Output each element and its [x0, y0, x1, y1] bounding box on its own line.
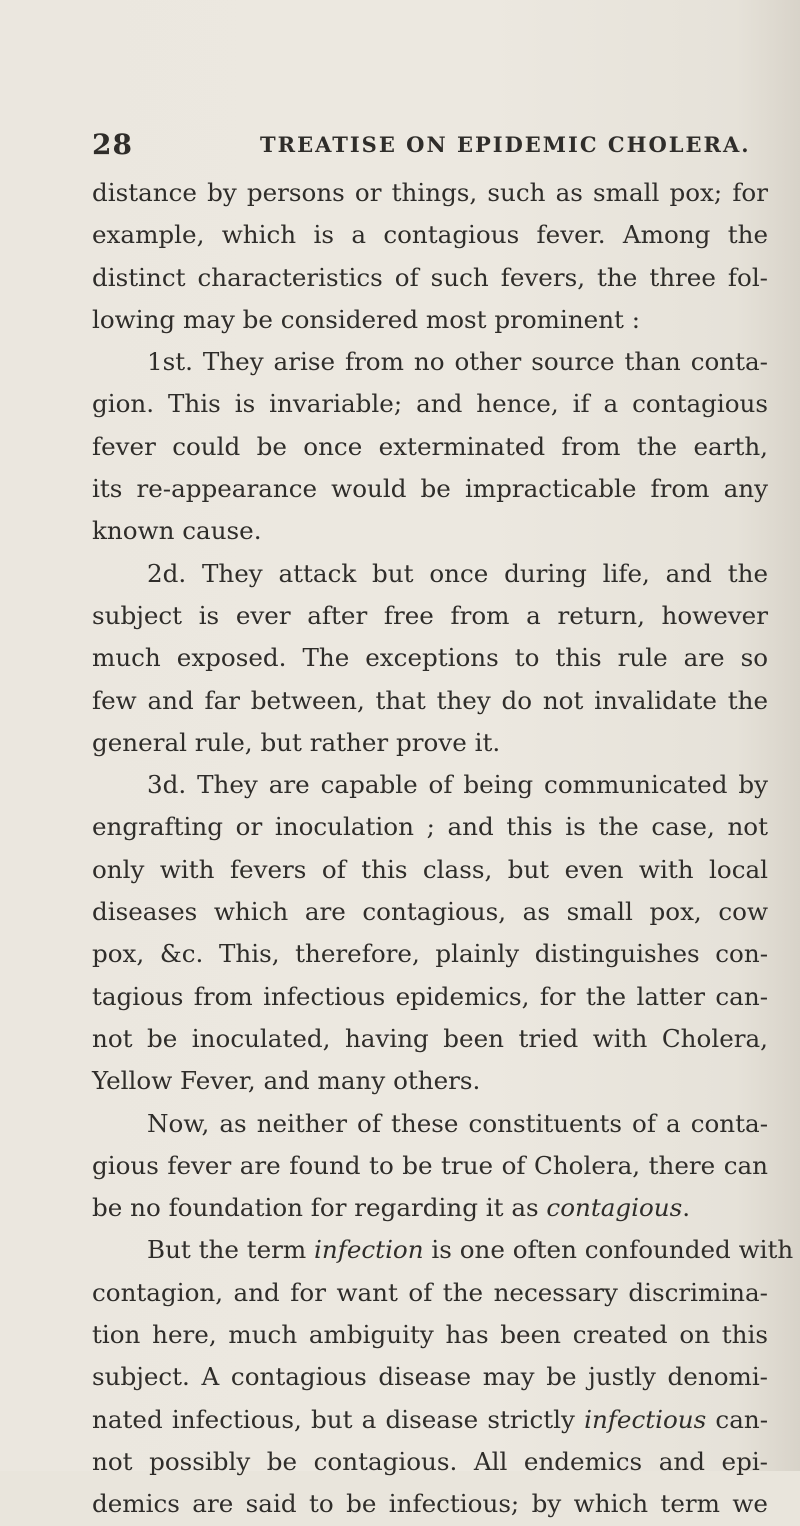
text-line: example, which is a contagious fever. Among the: [92, 220, 768, 250]
page-header: [92, 128, 751, 164]
italic-term: contagious: [546, 1193, 683, 1223]
text-line: diseases which are contagious, as small pox, cow: [92, 897, 768, 927]
text-line: tion here, much ambiguity has been created on this: [92, 1320, 768, 1350]
text-line: distance by persons or things, such as small pox; for: [92, 178, 768, 207]
text-line: pox, &c. This, therefore, plainly distinguishes con-: [92, 939, 768, 969]
text-line: [92, 1399, 768, 1441]
text-line: engrafting or inoculation ; and this is the case, not: [92, 812, 768, 842]
text-line: general rule, but rather prove it.: [92, 727, 501, 757]
text-run: nated infectious, but a disease strictly: [92, 1404, 585, 1434]
text-line: 3d. They are capable of being communicated by: [147, 770, 768, 800]
text-line: known cause.: [92, 516, 262, 546]
running-head: TREATISE ON EPIDEMIC CHOLERA.: [260, 132, 751, 157]
italic-term: infection: [314, 1235, 424, 1265]
body-text: [92, 172, 794, 1526]
text-line: contagion, and for want of the necessary discrimina-: [92, 1277, 768, 1307]
text-run: .: [682, 1193, 691, 1223]
text-run: But the term: [147, 1235, 315, 1265]
text-line: not be inoculated, having been tried with Cholera,: [92, 1023, 768, 1053]
text-run: be no foundation for regarding it as: [92, 1193, 547, 1223]
text-line: only with fevers of this class, but even with local: [92, 854, 768, 884]
text-line: fever could be once exterminated from the earth,: [92, 431, 768, 461]
text-line: subject. A contagious disease may be justly denomi-: [92, 1362, 768, 1392]
italic-term: infectious: [584, 1404, 707, 1434]
text-line: gious fever are found to be true of Cholera, there can: [92, 1150, 768, 1180]
text-line: Yellow Fever, and many others.: [92, 1066, 481, 1096]
text-line: [92, 1229, 794, 1271]
text-run: can-: [706, 1404, 769, 1434]
text-line: [92, 1187, 768, 1229]
text-line: distinct characteristics of such fevers, the three fol-: [92, 262, 768, 292]
text-line: its re-appearance would be impracticable from any: [92, 474, 768, 504]
text-line: not possibly be contagious. All endemics and epi-: [92, 1446, 768, 1476]
text-line: lowing may be considered most prominent :: [92, 304, 641, 334]
text-line: much exposed. The exceptions to this rule are so: [92, 643, 768, 673]
text-line: 2d. They attack but once during life, and the: [147, 558, 768, 588]
text-line: demics are said to be infectious; by which term we: [92, 1489, 768, 1519]
page-number: 28: [92, 128, 133, 161]
text-line: 1st. They arise from no other source than conta-: [147, 347, 768, 377]
text-line: Now, as neither of these constituents of a conta-: [147, 1108, 768, 1138]
text-line: few and far between, that they do not invalidate the: [92, 685, 768, 715]
text-line: gion. This is invariable; and hence, if a contagious: [92, 389, 768, 419]
text-run: is one often confounded with: [423, 1235, 794, 1265]
text-line: subject is ever after free from a return, however: [92, 600, 768, 630]
text-line: tagious from infectious epidemics, for the latter can-: [92, 981, 768, 1011]
